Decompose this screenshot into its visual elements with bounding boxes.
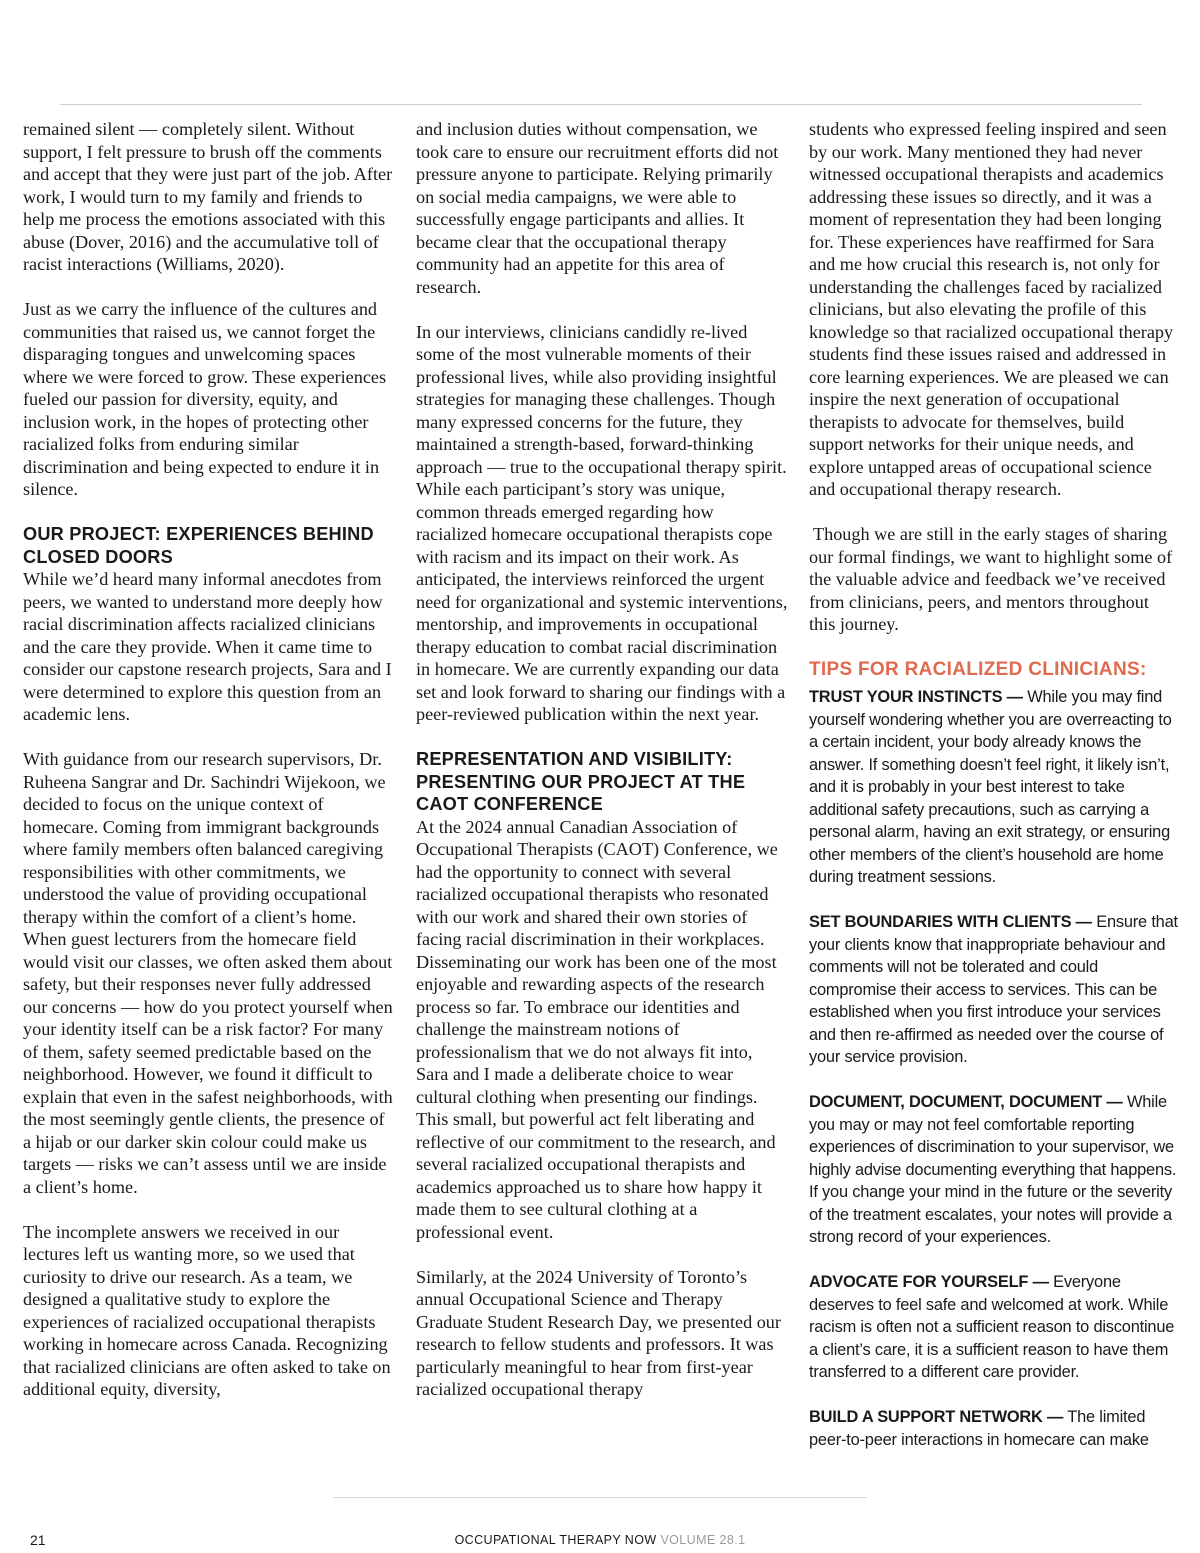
paragraph: At the 2024 annual Canadian Association of Occupational Therapists (CAOT) Conference, we had the opportunity to connect with several racialized occupational therapists who resonated with our work and shared their own stories of facing racial discrimination in their workplaces. Disseminating our work has been one of the most enjoyable and rewarding aspects of the research process so far. To embrace our identities and challenge the mainstream notions of professionalism that we do not always fit into, Sara and I made a deliberate choice to wear cultural clothing when presenting our findings. This small, but powerful act felt liberating and reflective of our commitment to the research, and several racialized occupational therapists and academics approached us to share how happy it made them to see cultural clothing at a professional event. — [416, 816, 778, 1242]
tip-title: TRUST YOUR INSTINCTS — — [809, 688, 1023, 706]
publication-title: OCCUPATIONAL THERAPY NOW — [454, 1533, 657, 1547]
tip-title: DOCUMENT, DOCUMENT, DOCUMENT — — [809, 1093, 1123, 1111]
paragraph: remained silent — completely silent. Without support, I felt pressure to brush off the comments and accept that they were just part of the job. After work, I would turn to my family and friends to help me process the emotions associated with this abuse (Dover, 2016) and the accumulative toll of racist interactions (Williams, 2020). — [23, 119, 393, 274]
tip-title: ADVOCATE FOR YOURSELF — — [809, 1273, 1049, 1291]
paragraph: and inclusion duties without compensation, we took care to ensure our recruitment efforts did not pressure anyone to participate. Relying primarily on social media campaigns, we were able to successfully engage participants and allies. It became clear that the occupational therapy community had an appetite for this area of research. — [416, 119, 779, 297]
paragraph: With guidance from our research supervisors, Dr. Ruheena Sangrar and Dr. Sachindri Wijekoon, we decided to focus on the unique context of homecare. Coming from immigrant backgrounds where family members often balanced caregiving responsibilities with other commitments, we understood the value of providing occupational therapy within the comfort of a client’s home. When guest lecturers from the homecare field would visit our classes, we often asked them about safety, but their responses never fully addressed our concerns — how do you protect yourself when your identity itself can be a risk factor? For many of them, safety seemed predictable based on the neighborhood. However, we found it difficult to explain that even in the safest neighborhoods, with the most seemingly gentle clients, the presence of a hijab or our darker skin colour could make us targets — risks we can’t assess until we are inside a client’s home. — [23, 749, 393, 1197]
tip-text: The limited peer-to-peer interactions in homecare can make — [809, 1408, 1149, 1449]
article-column-1 — [23, 118, 395, 1423]
tip-item — [809, 1271, 1179, 1384]
tip-text: While you may or may not feel comfortable reporting experiences of discrimination to your supervisor, we highly advise documenting everything that happens. If you change your mind in the future or the severity of the treatment escalates, your notes will provide a strong record of your experiences. — [809, 1093, 1177, 1246]
article-column-3 — [809, 118, 1179, 1474]
paragraph: Though we are still in the early stages of sharing our formal findings, we want to highlight some of the valuable advice and feedback we’ve received from clinicians, peers, and mentors throughout this journey. — [809, 524, 1173, 634]
tip-text: Everyone deserves to feel safe and welcomed at work. While racism is often not a sufficient reason to discontinue a client’s care, it is a sufficient reason to have them transferred to a different care provider. — [809, 1273, 1175, 1381]
paragraph: The incomplete answers we received in our lectures left us wanting more, so we used that curiosity to drive our research. As a team, we designed a qualitative study to explore the experiences of racialized occupational therapists working in homecare across Canada. Recognizing that racialized clinicians are often asked to take on additional equity, diversity, — [23, 1221, 391, 1399]
top-divider — [60, 104, 1142, 105]
tip-item — [809, 1091, 1179, 1249]
tip-item — [809, 911, 1179, 1069]
tips-heading: TIPS FOR RACIALIZED CLINICIANS: — [809, 659, 1147, 680]
tip-title: BUILD A SUPPORT NETWORK — — [809, 1408, 1064, 1426]
article-column-2 — [416, 118, 788, 1423]
paragraph: students who expressed feeling inspired and seen by our work. Many mentioned they had never witnessed occupational therapists and academics addressing these issues so directly, and it was a moment of representation they had been longing for. These experiences have reaffirmed for Sara and me how crucial this research is, not only for understanding the challenges faced by racialized clinicians, but also elevating the profile of this knowledge so that racialized occupational therapy students find these issues raised and addressed in core learning experiences. We are pleased we can inspire the next generation of occupational therapists to advocate for themselves, build support networks for their unique needs, and explore untapped areas of occupational science and occupational therapy research. — [809, 119, 1174, 499]
section-heading: OUR PROJECT: EXPERIENCES BEHIND CLOSED DOORS — [23, 524, 374, 567]
tip-item — [809, 1406, 1179, 1451]
tip-item — [809, 686, 1179, 889]
paragraph: While we’d heard many informal anecdotes from peers, we wanted to understand more deeply how racial discrimination affects racialized clinicians and the care they provide. When it came time to consider our capstone research projects, Sara and I were determined to explore this question from an academic lens. — [23, 569, 392, 724]
section-heading: REPRESENTATION AND VISIBILITY: PRESENTING OUR PROJECT AT THE CAOT CONFERENCE — [416, 749, 746, 814]
paragraph: Just as we carry the influence of the cultures and communities that raised us, we cannot forget the disparaging tongues and unwelcoming spaces where we were forced to grow. These experiences fueled our passion for diversity, equity, and inclusion work, in the hopes of protecting other racialized folks from enduring similar discrimination and being expected to endure it in silence. — [23, 299, 387, 499]
tip-title: SET BOUNDARIES WITH CLIENTS — — [809, 913, 1092, 931]
paragraph: Similarly, at the 2024 University of Toronto’s annual Occupational Science and Therapy Graduate Student Research Day, we presented our research to fellow students and professors. It was particularly meaningful to hear from first-year racialized occupational therapy — [416, 1266, 781, 1399]
tip-text: Ensure that your clients know that inappropriate behaviour and comments will not be tolerated and could compromise their access to services. This can be established when you first introduce your services and then re-affirmed as needed over the course of your service provision. — [809, 913, 1178, 1066]
footer-divider — [333, 1497, 867, 1498]
running-footer — [0, 1533, 1200, 1547]
volume-label: VOLUME 28.1 — [660, 1533, 746, 1547]
tip-text: While you may find yourself wondering whether you are overreacting to a certain incident, your body already knows the answer. If something doesn’t feel right, it likely isn’t, and it is probably in your best interest to take additional safety precautions, such as carrying a personal alarm, having an exit strategy, or ensuring other members of the client’s household are home during treatment sessions. — [809, 688, 1172, 886]
paragraph: In our interviews, clinicians candidly re-lived some of the most vulnerable moments of their professional lives, while also providing insightful strategies for managing these challenges. Though many expressed concerns for the future, they maintained a strength-based, forward-thinking approach — true to the occupational therapy spirit. While each participant’s story was unique, common threads emerged regarding how racialized homecare occupational therapists cope with racism and its impact on their work. As anticipated, the interviews reinforced the urgent need for organizational and systemic interventions, mentorship, and improvements in occupational therapy education to combat racial discrimination in homecare. We are currently expanding our data set and look forward to sharing our findings with a peer-reviewed publication within the next year. — [416, 321, 788, 724]
page-number: 21 — [30, 1532, 46, 1548]
